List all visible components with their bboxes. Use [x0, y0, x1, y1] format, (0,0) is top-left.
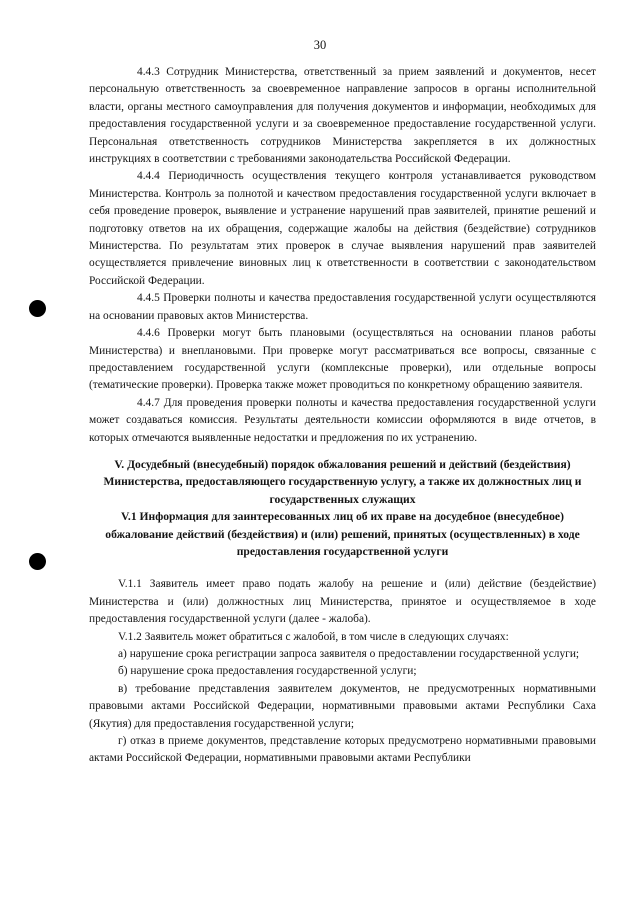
- item-v-1-2: V.1.2 Заявитель может обратиться с жалобой, в том числе в следующих случаях:: [118, 630, 509, 643]
- section-5-1-heading: V.1 Информация для заинтересованных лиц об их праве на досудебное (внесудебное) обжалование действий (бездействия) и (или) решений, принятых (осуществленных) в ходе предоставления государственной услуги: [105, 510, 580, 558]
- case-item-a: а) нарушение срока регистрации запроса заявителя о предоставлении государственной услуги;: [118, 648, 580, 660]
- document-body: [89, 64, 596, 768]
- paragraph-4-4-4: 4.4.4 Периодичность осуществления текущего контроля устанавливается руководством Министерства. Контроль за полнотой и качеством предоставления государственной услуги включает в себя проведение проверок, выявление и устранение нарушений прав заявителей, принятие решений и подготовку ответов на их обращения, содержащие жалобы на действия (бездействие) сотрудников Министерства. По результатам этих проверок в случае выявления нарушений прав заявителей осуществляется привлечение виновных лиц к ответственности в соответствии с законодательством Российской Федерации.: [89, 170, 596, 287]
- case-item-g: г) отказ в приеме документов, представление которых предусмотрено нормативными правовыми актами Российской Федерации, нормативными правовыми актами Республики: [89, 735, 596, 765]
- section-5-heading: V. Досудебный (внесудебный) порядок обжалования решений и действий (бездействия) Министерства, предоставляющего государственную услугу, а также их должностных лиц и государственных служащих: [103, 457, 582, 506]
- page-number: 30: [313, 38, 327, 52]
- case-item-v: в) требование представления заявителем документов, не предусмотренных нормативными правовыми актами Российской Федерации, нормативными правовыми актами Республики Саха (Якутия) для предоставления государственной услуги;: [89, 682, 596, 730]
- paragraph-4-4-3: 4.4.3 Сотрудник Министерства, ответственный за прием заявлений и документов, несет персональную ответственность за своевременное направление запросов в органы исполнительной власти, органы местного самоуправления для получения документов и информации, необходимых для предоставления государственной услуги и за своевременное предоставление государственной услуги. Персональная ответственность сотрудников Министерства закрепляется в их должностных инструкциях в соответствии с требованиями законодательства Российской Федерации.: [89, 66, 596, 166]
- case-item-b: б) нарушение срока предоставления государственной услуги;: [118, 665, 417, 678]
- paragraph-4-4-7: 4.4.7 Для проведения проверки полноты и качества предоставления государственной услуги может создаваться комиссия. Результаты деятельности комиссии оформляются в виде отчетов, в которых отмечаются выявленные недостатки и предложения по их устранению.: [89, 396, 596, 444]
- punch-hole-icon: [29, 553, 46, 570]
- item-v-1-1: V.1.1 Заявитель имеет право подать жалобу на решение и (или) действие (бездействие) Министерства и (или) должностных лиц Министерства, принятое и осуществляемое в ходе предоставления государственной услуги (далее - жалоба).: [89, 578, 596, 626]
- paragraph-4-4-5: 4.4.5 Проверки полноты и качества предоставления государственной услуги осуществляются на основании правовых актов Министерства.: [89, 292, 596, 322]
- paragraph-4-4-6: 4.4.6 Проверки могут быть плановыми (осуществляться на основании планов работы Министерства) и внеплановыми. При проверке могут рассматриваться все вопросы, связанные с предоставлением государственной услуги (комплексные проверки), или отдельные вопросы (тематические проверки). Проверка также может проводиться по конкретному обращению заявителя.: [89, 327, 596, 392]
- punch-hole-icon: [29, 300, 46, 317]
